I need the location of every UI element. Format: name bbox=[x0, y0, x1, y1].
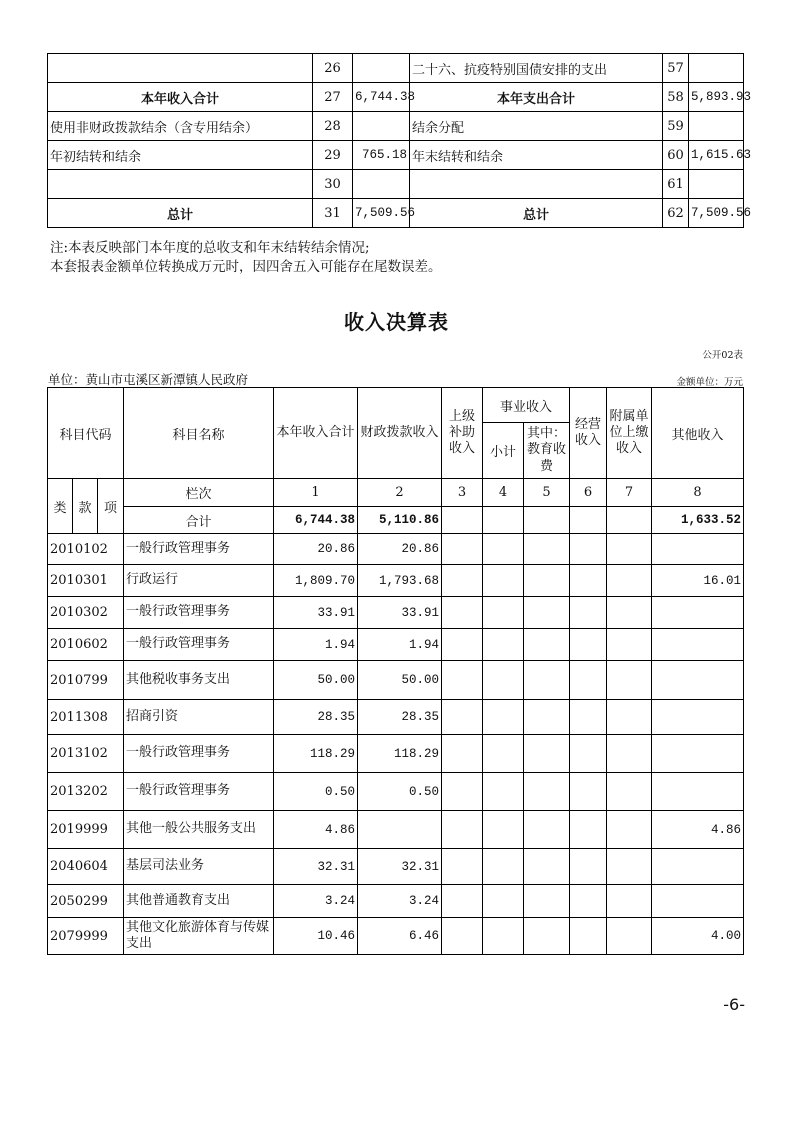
header-subsidy: 上级补助收入 bbox=[442, 388, 483, 479]
edu-fee-cell bbox=[524, 773, 570, 811]
subject-code: 2079999 bbox=[48, 918, 124, 955]
summary-left-label: 总计 bbox=[48, 199, 313, 228]
edu-fee-cell bbox=[524, 597, 570, 629]
sum-other: 1,633.52 bbox=[652, 507, 744, 534]
edu-fee-cell bbox=[524, 885, 570, 918]
fiscal-cell: 118.29 bbox=[358, 735, 442, 773]
sum-affiliated bbox=[607, 507, 652, 534]
col-num-5: 5 bbox=[524, 479, 570, 507]
total-income-cell: 4.86 bbox=[274, 811, 358, 849]
subject-code: 2010102 bbox=[48, 534, 124, 565]
summary-right-value: 5,893.93 bbox=[689, 83, 744, 112]
table-row bbox=[48, 700, 744, 735]
table-row bbox=[48, 918, 744, 955]
summary-right-label: 本年支出合计 bbox=[410, 83, 663, 112]
summary-left-value bbox=[353, 170, 410, 199]
summary-left-line-no: 26 bbox=[313, 54, 353, 83]
summary-row bbox=[48, 141, 744, 170]
total-income-cell: 20.86 bbox=[274, 534, 358, 565]
operating-cell bbox=[570, 773, 607, 811]
operating-cell bbox=[570, 885, 607, 918]
operating-cell bbox=[570, 661, 607, 700]
header-total-income: 本年收入合计 bbox=[274, 388, 358, 479]
table-row bbox=[48, 885, 744, 918]
other-income-cell bbox=[652, 700, 744, 735]
summary-right-line-no: 61 bbox=[663, 170, 689, 199]
affiliated-cell bbox=[607, 849, 652, 885]
subsidy-cell bbox=[442, 773, 483, 811]
summary-right-label: 结余分配 bbox=[410, 112, 663, 141]
operating-cell bbox=[570, 597, 607, 629]
header-code: 科目代码 bbox=[48, 388, 124, 479]
summary-left-label bbox=[48, 54, 313, 83]
other-income-cell bbox=[652, 773, 744, 811]
table-row bbox=[48, 597, 744, 629]
subject-name: 行政运行 bbox=[124, 565, 274, 597]
other-income-cell: 4.00 bbox=[652, 918, 744, 955]
subject-code: 2010301 bbox=[48, 565, 124, 597]
col-num-4: 4 bbox=[483, 479, 524, 507]
business-subtotal-cell bbox=[483, 597, 524, 629]
header-subtotal: 小计 bbox=[483, 423, 524, 479]
affiliated-cell bbox=[607, 700, 652, 735]
operating-cell bbox=[570, 918, 607, 955]
edu-fee-cell bbox=[524, 629, 570, 661]
subject-name: 基层司法业务 bbox=[124, 849, 274, 885]
summary-left-line-no: 30 bbox=[313, 170, 353, 199]
operating-cell bbox=[570, 629, 607, 661]
subject-code: 2013202 bbox=[48, 773, 124, 811]
subject-name: 一般行政管理事务 bbox=[124, 534, 274, 565]
other-income-cell: 4.86 bbox=[652, 811, 744, 849]
subject-name: 一般行政管理事务 bbox=[124, 597, 274, 629]
income-table bbox=[47, 387, 744, 955]
total-income-cell: 32.31 bbox=[274, 849, 358, 885]
col-num-6: 6 bbox=[570, 479, 607, 507]
summary-right-line-no: 60 bbox=[663, 141, 689, 170]
subject-name: 一般行政管理事务 bbox=[124, 629, 274, 661]
other-income-cell: 16.01 bbox=[652, 565, 744, 597]
col-num-3: 3 bbox=[442, 479, 483, 507]
operating-cell bbox=[570, 700, 607, 735]
fiscal-cell: 1.94 bbox=[358, 629, 442, 661]
affiliated-cell bbox=[607, 918, 652, 955]
summary-right-value bbox=[689, 54, 744, 83]
fiscal-cell: 3.24 bbox=[358, 885, 442, 918]
total-income-cell: 3.24 bbox=[274, 885, 358, 918]
other-income-cell bbox=[652, 849, 744, 885]
summary-right-value: 1,615.63 bbox=[689, 141, 744, 170]
summary-left-value bbox=[353, 54, 410, 83]
table-row bbox=[48, 849, 744, 885]
sum-business-subtotal bbox=[483, 507, 524, 534]
subject-name: 一般行政管理事务 bbox=[124, 735, 274, 773]
subsidy-cell bbox=[442, 700, 483, 735]
subject-name: 一般行政管理事务 bbox=[124, 773, 274, 811]
other-income-cell bbox=[652, 597, 744, 629]
table-row bbox=[48, 565, 744, 597]
note-line-1: 注:本表反映部门本年度的总收支和年末结转结余情况; bbox=[50, 240, 370, 256]
fiscal-cell: 50.00 bbox=[358, 661, 442, 700]
subject-code: 2013102 bbox=[48, 735, 124, 773]
affiliated-cell bbox=[607, 534, 652, 565]
other-income-cell bbox=[652, 735, 744, 773]
note-line-2: 本套报表金额单位转换成万元时，因四舍五入可能存在尾数误差。 bbox=[50, 259, 442, 275]
sum-label: 合计 bbox=[124, 507, 274, 534]
edu-fee-cell bbox=[524, 565, 570, 597]
business-subtotal-cell bbox=[483, 700, 524, 735]
subject-code: 2011308 bbox=[48, 700, 124, 735]
subsidy-cell bbox=[442, 735, 483, 773]
operating-cell bbox=[570, 849, 607, 885]
operating-cell bbox=[570, 811, 607, 849]
header-edu-fee: 其中：教育收费 bbox=[524, 423, 570, 479]
fiscal-cell: 6.46 bbox=[358, 918, 442, 955]
subject-code: 2040604 bbox=[48, 849, 124, 885]
subject-code: 2019999 bbox=[48, 811, 124, 849]
summary-row bbox=[48, 112, 744, 141]
total-income-cell: 28.35 bbox=[274, 700, 358, 735]
operating-cell bbox=[570, 735, 607, 773]
fiscal-cell: 20.86 bbox=[358, 534, 442, 565]
table-row bbox=[48, 773, 744, 811]
subsidy-cell bbox=[442, 918, 483, 955]
sum-total-income: 6,744.38 bbox=[274, 507, 358, 534]
page-title: 收入决算表 bbox=[344, 310, 449, 334]
subject-name: 其他一般公共服务支出 bbox=[124, 811, 274, 849]
affiliated-cell bbox=[607, 629, 652, 661]
total-income-cell: 0.50 bbox=[274, 773, 358, 811]
summary-right-label: 年末结转和结余 bbox=[410, 141, 663, 170]
operating-cell bbox=[570, 534, 607, 565]
summary-left-line-no: 27 bbox=[313, 83, 353, 112]
header-operating: 经营收入 bbox=[570, 388, 607, 479]
subject-code: 2050299 bbox=[48, 885, 124, 918]
fiscal-cell: 32.31 bbox=[358, 849, 442, 885]
summary-left-value: 765.18 bbox=[353, 141, 410, 170]
summary-left-label: 本年收入合计 bbox=[48, 83, 313, 112]
summary-left-line-no: 28 bbox=[313, 112, 353, 141]
page-number: -6- bbox=[723, 995, 745, 1014]
subject-code: 2010799 bbox=[48, 661, 124, 700]
subject-name: 其他普通教育支出 bbox=[124, 885, 274, 918]
fiscal-cell: 28.35 bbox=[358, 700, 442, 735]
business-subtotal-cell bbox=[483, 565, 524, 597]
summary-right-line-no: 58 bbox=[663, 83, 689, 112]
summary-left-value: 6,744.38 bbox=[353, 83, 410, 112]
other-income-cell bbox=[652, 661, 744, 700]
table-notes bbox=[50, 239, 442, 277]
edu-fee-cell bbox=[524, 849, 570, 885]
amount-unit-label: 金额单位：万元 bbox=[676, 377, 743, 388]
sum-subsidy bbox=[442, 507, 483, 534]
summary-row bbox=[48, 54, 744, 83]
subsidy-cell bbox=[442, 597, 483, 629]
col-num-8: 8 bbox=[652, 479, 744, 507]
total-income-cell: 50.00 bbox=[274, 661, 358, 700]
summary-right-label: 二十六、抗疫特别国债安排的支出 bbox=[410, 54, 663, 83]
summary-row bbox=[48, 170, 744, 199]
business-subtotal-cell bbox=[483, 661, 524, 700]
summary-row bbox=[48, 83, 744, 112]
form-code: 公开02表 bbox=[702, 350, 743, 361]
total-income-cell: 1.94 bbox=[274, 629, 358, 661]
column-no-label: 栏次 bbox=[124, 479, 274, 507]
business-subtotal-cell bbox=[483, 629, 524, 661]
summary-right-value: 7,509.56 bbox=[689, 199, 744, 228]
affiliated-cell bbox=[607, 597, 652, 629]
affiliated-cell bbox=[607, 773, 652, 811]
edu-fee-cell bbox=[524, 661, 570, 700]
business-subtotal-cell bbox=[483, 885, 524, 918]
affiliated-cell bbox=[607, 885, 652, 918]
summary-right-line-no: 62 bbox=[663, 199, 689, 228]
business-subtotal-cell bbox=[483, 849, 524, 885]
sum-edu-fee bbox=[524, 507, 570, 534]
affiliated-cell bbox=[607, 565, 652, 597]
summary-right-line-no: 59 bbox=[663, 112, 689, 141]
affiliated-cell bbox=[607, 811, 652, 849]
other-income-cell bbox=[652, 534, 744, 565]
subject-name: 招商引资 bbox=[124, 700, 274, 735]
fiscal-cell: 1,793.68 bbox=[358, 565, 442, 597]
header-affiliated: 附属单位上缴收入 bbox=[607, 388, 652, 479]
subject-name: 其他税收事务支出 bbox=[124, 661, 274, 700]
sum-fiscal: 5,110.86 bbox=[358, 507, 442, 534]
summary-left-label: 年初结转和结余 bbox=[48, 141, 313, 170]
header-kuan: 款 bbox=[73, 479, 98, 534]
summary-left-line-no: 31 bbox=[313, 199, 353, 228]
business-subtotal-cell bbox=[483, 811, 524, 849]
other-income-cell bbox=[652, 629, 744, 661]
sum-operating bbox=[570, 507, 607, 534]
edu-fee-cell bbox=[524, 735, 570, 773]
total-income-cell: 1,809.70 bbox=[274, 565, 358, 597]
header-business: 事业收入 bbox=[483, 388, 570, 423]
subject-code: 2010302 bbox=[48, 597, 124, 629]
table-row bbox=[48, 629, 744, 661]
edu-fee-cell bbox=[524, 811, 570, 849]
other-income-cell bbox=[652, 885, 744, 918]
affiliated-cell bbox=[607, 661, 652, 700]
table-row bbox=[48, 534, 744, 565]
header-other: 其他收入 bbox=[652, 388, 744, 479]
business-subtotal-cell bbox=[483, 735, 524, 773]
summary-right-value bbox=[689, 112, 744, 141]
edu-fee-cell bbox=[524, 700, 570, 735]
total-income-cell: 118.29 bbox=[274, 735, 358, 773]
header-lei: 类 bbox=[48, 479, 73, 534]
summary-left-label bbox=[48, 170, 313, 199]
fiscal-cell: 33.91 bbox=[358, 597, 442, 629]
col-num-7: 7 bbox=[607, 479, 652, 507]
summary-left-label: 使用非财政拨款结余（含专用结余） bbox=[48, 112, 313, 141]
summary-left-line-no: 29 bbox=[313, 141, 353, 170]
header-fiscal: 财政拨款收入 bbox=[358, 388, 442, 479]
business-subtotal-cell bbox=[483, 534, 524, 565]
header-name: 科目名称 bbox=[124, 388, 274, 479]
unit-label: 单位：黄山市屯溪区新潭镇人民政府 bbox=[48, 372, 249, 387]
subsidy-cell bbox=[442, 629, 483, 661]
operating-cell bbox=[570, 565, 607, 597]
subsidy-cell bbox=[442, 565, 483, 597]
summary-right-value bbox=[689, 170, 744, 199]
col-num-2: 2 bbox=[358, 479, 442, 507]
edu-fee-cell bbox=[524, 918, 570, 955]
table-row bbox=[48, 811, 744, 849]
total-income-cell: 10.46 bbox=[274, 918, 358, 955]
summary-table bbox=[47, 53, 752, 228]
subsidy-cell bbox=[442, 849, 483, 885]
summary-left-value: 7,509.56 bbox=[353, 199, 410, 228]
fiscal-cell: 0.50 bbox=[358, 773, 442, 811]
summary-right-label bbox=[410, 170, 663, 199]
business-subtotal-cell bbox=[483, 918, 524, 955]
business-subtotal-cell bbox=[483, 773, 524, 811]
subject-code: 2010602 bbox=[48, 629, 124, 661]
summary-left-value bbox=[353, 112, 410, 141]
affiliated-cell bbox=[607, 735, 652, 773]
fiscal-cell bbox=[358, 811, 442, 849]
summary-right-label: 总计 bbox=[410, 199, 663, 228]
total-income-cell: 33.91 bbox=[274, 597, 358, 629]
edu-fee-cell bbox=[524, 534, 570, 565]
col-num-1: 1 bbox=[274, 479, 358, 507]
subsidy-cell bbox=[442, 811, 483, 849]
subsidy-cell bbox=[442, 885, 483, 918]
subsidy-cell bbox=[442, 661, 483, 700]
table-row bbox=[48, 735, 744, 773]
summary-row bbox=[48, 199, 744, 228]
subsidy-cell bbox=[442, 534, 483, 565]
subject-name: 其他文化旅游体育与传媒支出 bbox=[124, 918, 274, 955]
table-row bbox=[48, 661, 744, 700]
header-xiang: 项 bbox=[98, 479, 124, 534]
summary-right-line-no: 57 bbox=[663, 54, 689, 83]
